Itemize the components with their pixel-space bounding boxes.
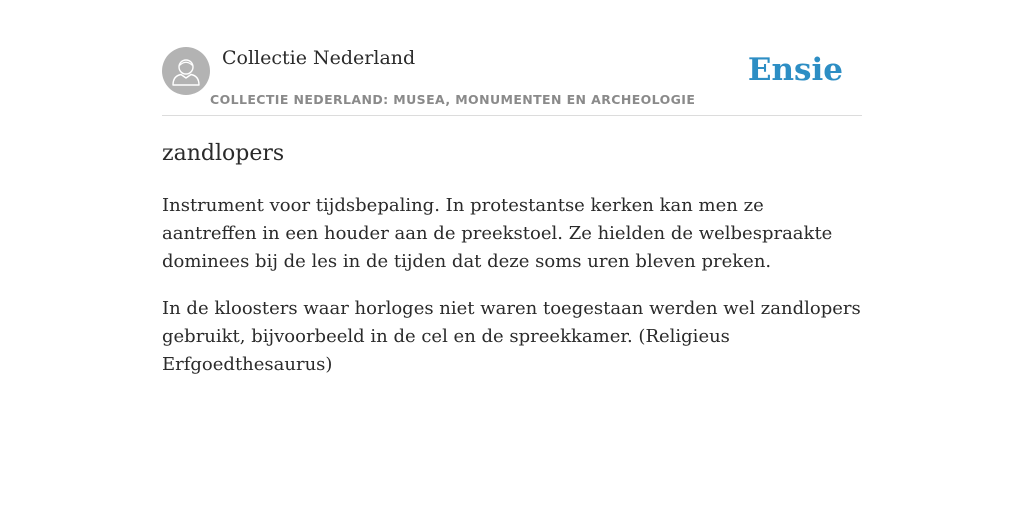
- brand-logo[interactable]: Ensie: [747, 52, 843, 88]
- entry-title: zandlopers: [162, 141, 285, 166]
- entry-paragraph: Instrument voor tijdsbepaling. In protestantse kerken kan men ze aantreffen in een houder aan de preekstoel. Ze hielden de welbespraakte dominees bij de les in de tijden dat deze soms uren bleven preken.: [162, 195, 833, 272]
- entry-header: [162, 46, 862, 116]
- source-subtitle[interactable]: COLLECTIE NEDERLAND: MUSEA, MONUMENTEN EN ARCHEOLOGIE: [210, 92, 696, 107]
- user-avatar-icon[interactable]: [162, 47, 210, 95]
- author-name[interactable]: Collectie Nederland: [222, 47, 416, 69]
- entry-body: [162, 192, 862, 398]
- entry-paragraph: In de kloosters waar horloges niet waren toegestaan werden wel zandlopers gebruikt, bijvoorbeeld in de cel en de spreekkamer. (Religieus Erfgoedthesaurus): [162, 298, 861, 375]
- entry-card: [162, 46, 862, 375]
- user-silhouette-icon: [162, 47, 210, 95]
